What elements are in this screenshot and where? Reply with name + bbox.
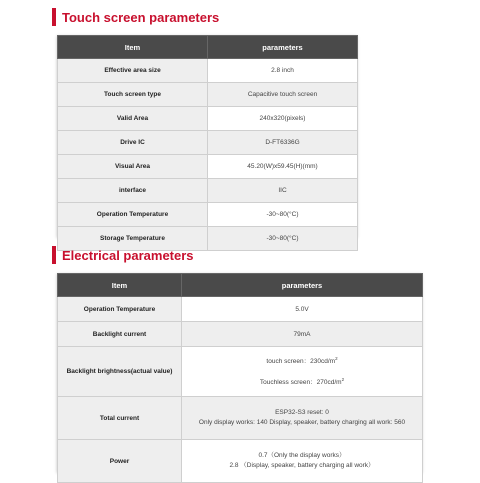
row-value: 2.8 inch xyxy=(208,59,358,83)
table-row xyxy=(58,297,423,322)
row-key: Valid Area xyxy=(58,107,208,131)
row-value: Capacitive touch screen xyxy=(208,83,358,107)
electrical-params-table xyxy=(57,273,423,483)
row-key: Operation Temperature xyxy=(58,203,208,227)
row-value: IIC xyxy=(208,179,358,203)
table-row xyxy=(58,179,358,203)
header-parameters: parameters xyxy=(182,274,423,297)
touch-section-title xyxy=(52,8,219,26)
table-row xyxy=(58,83,358,107)
table-row xyxy=(58,131,358,155)
table-row xyxy=(58,203,358,227)
electrical-section-title xyxy=(52,246,194,264)
row-value xyxy=(182,440,423,483)
table-row xyxy=(58,59,358,83)
row-key: Operation Temperature xyxy=(58,297,182,322)
electrical-title-text: Electrical parameters xyxy=(62,247,194,263)
table-row xyxy=(58,347,423,397)
row-key: Backlight brightness(actual value) xyxy=(58,347,182,397)
table-header-row xyxy=(58,274,423,297)
title-accent-bar xyxy=(52,246,56,264)
row-key: Touch screen type xyxy=(58,83,208,107)
table-row xyxy=(58,322,423,347)
header-item: Item xyxy=(58,36,208,59)
brightness-touchless-line: Touchless screen：$270cd/m^2$ xyxy=(259,376,345,386)
total-current-line-1: ESP32-S3 reset: 0 xyxy=(275,409,329,417)
power-line-2: 2.8 （Display, speaker, battery charging all work） xyxy=(229,462,375,469)
row-value xyxy=(182,347,423,397)
row-key: interface xyxy=(58,179,208,203)
row-key: Effective area size xyxy=(58,59,208,83)
total-current-line-2: Only display works: 140 Display, speaker, battery charging all work: 560 xyxy=(198,419,406,426)
row-key: Storage Temperature xyxy=(58,227,208,251)
table-row xyxy=(58,155,358,179)
table-row xyxy=(58,397,423,440)
row-key: Visual Area xyxy=(58,155,208,179)
row-value: 240x320(pixels) xyxy=(208,107,358,131)
power-line-1: 0.7（Only the display works） xyxy=(258,452,346,460)
header-parameters: parameters xyxy=(208,36,358,59)
row-value: 5.0V xyxy=(182,297,423,322)
title-accent-bar xyxy=(52,8,56,26)
touch-title-text: Touch screen parameters xyxy=(62,9,220,25)
table-header-row xyxy=(58,36,358,59)
touch-params-table xyxy=(57,35,358,251)
table-row xyxy=(58,440,423,483)
row-value xyxy=(182,397,423,440)
row-key: Drive IC xyxy=(58,131,208,155)
table-row xyxy=(58,107,358,131)
row-key: Power xyxy=(58,440,182,483)
row-value: -30~80(°C) xyxy=(208,227,358,251)
row-key: Total current xyxy=(58,397,182,440)
row-value: D-FT6336G xyxy=(208,131,358,155)
row-key: Backlight current xyxy=(58,322,182,347)
row-value: 79mA xyxy=(182,322,423,347)
header-item: Item xyxy=(58,274,182,297)
brightness-touch-line: touch screen：$230cd/m^2$ xyxy=(266,355,338,365)
row-value: -30~80(°C) xyxy=(208,203,358,227)
row-value: 45.20(W)x59.45(H)(mm) xyxy=(208,155,358,179)
